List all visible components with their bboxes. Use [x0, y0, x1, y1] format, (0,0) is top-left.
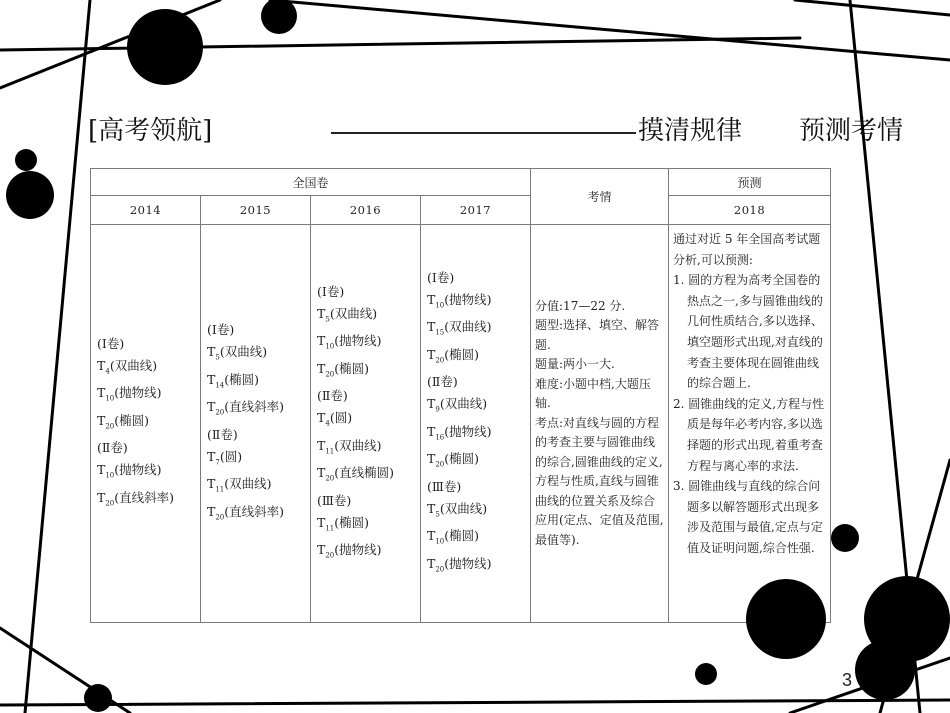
- topic-item: [427, 316, 530, 344]
- question-number: 4: [105, 367, 110, 376]
- heading-title-2: 预测考情: [799, 116, 904, 146]
- heading-title-1: 摸清规律: [638, 116, 743, 146]
- prediction-item: 3. 圆锥曲线与直线的综合问题多以解答题形式出现多涉及范围与最值,定点与定值及证明问题,综合性强.: [673, 479, 823, 555]
- question-letter: T: [317, 305, 326, 321]
- topic-item: [207, 341, 310, 369]
- situation-line: 分值:17—22 分.: [535, 298, 626, 313]
- question-letter: T: [427, 500, 436, 516]
- year-2015-cell: [201, 225, 311, 623]
- topic-item: (Ⅲ卷): [427, 478, 462, 494]
- year-header: 2014: [91, 196, 201, 225]
- year-2014-cell: [91, 225, 201, 623]
- prediction-item: 1. 圆的方程为高考全国卷的热点之一,多与圆锥曲线的几何性质结合,多以选择、填空题形式出现,对直线的考查主要体现在圆锥曲线的综合题上.: [673, 273, 823, 391]
- question-letter: T: [427, 291, 436, 307]
- topic-item: [97, 459, 200, 487]
- question-topic: (抛物线): [334, 542, 382, 557]
- question-letter: T: [427, 451, 436, 467]
- topic-item: [427, 448, 530, 476]
- topic-item: (Ⅰ卷): [97, 335, 125, 351]
- topic-item: [207, 501, 310, 529]
- year-header: 2016: [311, 196, 421, 225]
- topic-item: [207, 396, 310, 424]
- frame-dot: [855, 640, 915, 700]
- frame-dot: [831, 524, 859, 552]
- question-topic: (椭圆): [114, 412, 150, 428]
- question-letter: T: [97, 385, 106, 401]
- question-letter: T: [317, 410, 326, 425]
- question-topic: (双曲线): [444, 319, 492, 335]
- heading-label: [高考领航]: [88, 116, 213, 146]
- question-topic: (抛物线): [444, 291, 492, 307]
- question-topic: (抛物线): [114, 462, 162, 478]
- topic-item: [427, 525, 530, 553]
- topic-item: (Ⅱ卷): [427, 374, 458, 390]
- question-letter: T: [207, 503, 216, 519]
- question-letter: T: [207, 344, 216, 359]
- prediction-header: 预测: [669, 169, 831, 196]
- frame-dot: [15, 149, 37, 171]
- section-heading: [88, 110, 904, 150]
- topic-item: (Ⅰ卷): [317, 283, 345, 299]
- question-letter: T: [427, 528, 436, 544]
- page-number: 3: [842, 670, 853, 690]
- question-topic: (双曲线): [329, 305, 378, 321]
- topic-item: (Ⅲ卷): [317, 492, 352, 508]
- frame-line: [850, 0, 920, 713]
- question-number: 20: [105, 499, 115, 508]
- question-letter: T: [97, 412, 106, 428]
- frame-line: [795, 0, 950, 15]
- topic-item: [207, 369, 310, 397]
- question-topic: (直线椭圆): [334, 465, 395, 480]
- question-letter: T: [317, 542, 326, 557]
- frame-line: [0, 700, 950, 705]
- question-topic: (抛物线): [114, 385, 162, 401]
- question-topic: (圆): [329, 410, 353, 425]
- question-topic: (抛物线): [444, 423, 492, 439]
- question-letter: T: [427, 319, 436, 335]
- question-topic: (椭圆): [444, 346, 480, 362]
- year-2016-cell: [311, 225, 421, 623]
- question-number: 5: [435, 510, 440, 519]
- frame-line: [0, 38, 800, 50]
- topic-item: (Ⅱ卷): [97, 440, 128, 456]
- question-letter: T: [97, 489, 106, 505]
- question-letter: T: [317, 465, 326, 480]
- question-letter: T: [317, 437, 326, 453]
- question-topic: (抛物线): [334, 333, 382, 348]
- topic-item: [427, 344, 530, 372]
- topic-item: [317, 435, 420, 463]
- question-letter: T: [317, 333, 326, 348]
- frame-line: [880, 460, 950, 713]
- question-topic: (椭圆): [444, 451, 480, 467]
- question-topic: (双曲线): [439, 500, 488, 516]
- question-number: 11: [325, 524, 335, 532]
- question-topic: (双曲线): [224, 476, 272, 491]
- question-letter: T: [207, 399, 216, 414]
- heading-rule: [331, 132, 636, 134]
- question-topic: (抛物线): [444, 555, 492, 571]
- frame-dot: [261, 0, 297, 34]
- question-number: 5: [325, 315, 330, 323]
- question-topic: (直线斜率): [114, 489, 175, 505]
- exam-analysis-table: [90, 168, 831, 623]
- question-number: 10: [325, 342, 335, 351]
- question-number: 4: [325, 419, 330, 428]
- question-topic: (圆): [219, 448, 243, 464]
- question-number: 16: [435, 433, 445, 442]
- question-number: 20: [105, 422, 115, 431]
- question-topic: (双曲线): [109, 357, 158, 373]
- topic-item: [97, 410, 200, 438]
- question-letter: T: [97, 462, 106, 478]
- question-letter: T: [97, 357, 106, 373]
- question-topic: (双曲线): [219, 344, 268, 359]
- topic-item: [97, 355, 200, 383]
- frame-dot: [6, 171, 54, 219]
- question-topic: (双曲线): [334, 437, 382, 453]
- question-number: 20: [215, 513, 225, 521]
- question-number: 10: [435, 301, 445, 310]
- topic-item: (Ⅱ卷): [207, 426, 238, 442]
- question-topic: (椭圆): [334, 360, 370, 376]
- topic-item: [317, 407, 420, 435]
- topic-item: [207, 473, 310, 501]
- question-letter: T: [427, 346, 436, 362]
- question-letter: T: [427, 555, 436, 571]
- topic-item: [97, 382, 200, 410]
- question-number: 9: [435, 405, 440, 414]
- topic-item: [427, 421, 530, 449]
- question-number: 11: [215, 485, 225, 494]
- question-topic: (直线斜率): [224, 503, 285, 519]
- question-number: 10: [105, 394, 115, 403]
- situation-line: 题量:两小一大.: [535, 357, 615, 372]
- situation-line: 题型:选择、填空、解答题.: [535, 318, 660, 352]
- frame-line: [0, 0, 220, 88]
- question-number: 20: [325, 370, 335, 378]
- question-number: 10: [435, 537, 445, 546]
- question-letter: T: [207, 371, 216, 387]
- question-number: 10: [105, 471, 115, 480]
- frame-dot: [695, 663, 717, 685]
- question-number: 20: [215, 408, 225, 417]
- topic-item: [317, 303, 420, 331]
- situation-cell: [531, 225, 669, 623]
- question-topic: (椭圆): [444, 528, 480, 544]
- topic-item: [317, 539, 420, 567]
- frame-line: [0, 628, 130, 713]
- question-number: 5: [215, 353, 220, 362]
- topic-item: [317, 462, 420, 490]
- question-number: 14: [215, 381, 225, 389]
- prediction-cell: [669, 225, 831, 623]
- frame-dot: [84, 684, 112, 712]
- national-paper-header: 全国卷: [91, 169, 531, 196]
- topic-item: (Ⅱ卷): [317, 388, 348, 403]
- question-number: 20: [325, 474, 335, 483]
- question-topic: (椭圆): [334, 514, 370, 530]
- frame-line: [790, 658, 950, 713]
- year-2017-cell: [421, 225, 531, 623]
- question-topic: (椭圆): [224, 371, 260, 387]
- topic-item: [317, 330, 420, 358]
- question-letter: T: [207, 476, 216, 491]
- situation-header: 考情: [531, 169, 669, 225]
- question-number: 20: [325, 551, 335, 560]
- year-header: 2017: [421, 196, 531, 225]
- question-topic: (直线斜率): [224, 399, 285, 414]
- situation-line: 难度:小题中档,大题压轴.: [535, 376, 651, 411]
- question-number: 20: [435, 460, 445, 469]
- situation-line: 考点:对直线与圆的方程的考查主要与圆锥曲线的综合,圆锥曲线的定义,方程与性质,直线与圆锥曲线的位置关系及综合应用(定点、定值及范围,最值等).: [535, 415, 664, 547]
- topic-item: [317, 512, 420, 540]
- question-letter: T: [317, 360, 326, 376]
- question-topic: (双曲线): [439, 396, 488, 412]
- question-letter: T: [317, 514, 326, 530]
- topic-item: [97, 487, 200, 515]
- topic-item: [427, 393, 530, 421]
- topic-item: [427, 553, 530, 581]
- topic-item: [427, 498, 530, 526]
- question-letter: T: [427, 396, 436, 412]
- year-header: 2015: [201, 196, 311, 225]
- question-number: 11: [325, 447, 335, 455]
- topic-item: (Ⅰ卷): [427, 269, 455, 285]
- frame-dot: [127, 9, 203, 85]
- topic-item: [207, 446, 310, 474]
- question-letter: T: [427, 423, 436, 439]
- prediction-intro: 通过对近 5 年全国高考试题分析,可以预测:: [673, 232, 821, 267]
- question-number: 20: [435, 356, 445, 365]
- topic-item: [427, 289, 530, 317]
- prediction-year: 2018: [669, 196, 831, 225]
- question-number: 7: [215, 458, 220, 466]
- topic-item: [317, 358, 420, 386]
- frame-dot: [864, 576, 950, 662]
- prediction-item: 2. 圆锥曲线的定义,方程与性质是每年必考内容,多以选择题的形式出现,着重考查方程与离心率的求法.: [673, 396, 825, 473]
- question-letter: T: [207, 448, 216, 464]
- question-number: 20: [435, 565, 445, 574]
- frame-line: [270, 0, 950, 60]
- topic-item: (Ⅰ卷): [207, 322, 235, 337]
- question-number: 15: [435, 328, 445, 337]
- frame-line: [25, 0, 90, 713]
